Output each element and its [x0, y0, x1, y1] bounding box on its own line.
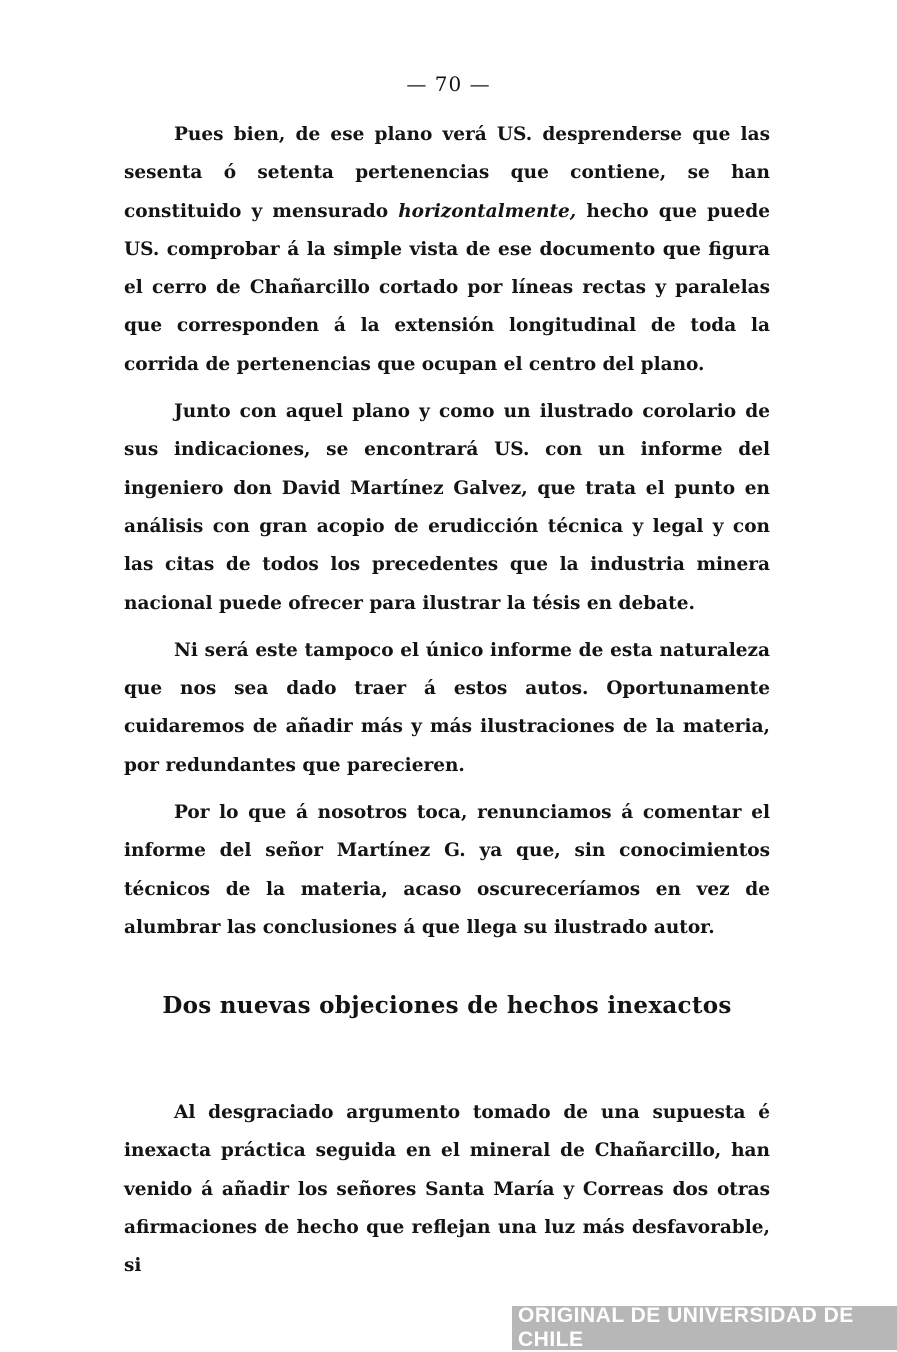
- paragraph-4: Por lo que á nosotros toca, renunciamos á comentar el informe del señor Martínez G. ya que, sin conocimientos técnicos de la materia, acaso oscureceríamos en vez de alumbrar las conclusiones á que llega su ilustrado autor.: [124, 802, 770, 938]
- paragraph-3: Ni será este tampoco el único informe de esta naturaleza que nos sea dado traer á estos autos. Oportunamente cuidaremos de añadir más y más ilustraciones de la materia, por redundantes que parecieren.: [124, 639, 770, 776]
- section-body: [124, 1094, 770, 1294]
- paragraph-1-italic: horizontalmente,: [398, 200, 577, 222]
- page-number: — 70 —: [406, 72, 491, 96]
- section-title: Dos nuevas objeciones de hechos inexactos: [162, 992, 732, 1019]
- paragraph-1: [124, 116, 770, 384]
- section-paragraph-1: Al desgraciado argumento tomado de una supuesta é inexacta práctica seguida en el mineral de Chañarcillo, han venido á añadir los señores Santa María y Correas dos otras afirmaciones de hecho que reflejan una luz más desfavorable, si: [124, 1102, 770, 1277]
- paragraph-1-text-end: hecho que puede US. comprobar á la simple vista de ese documento que figura el cerro de Chañarcillo cortado por líneas rectas y paralelas que corresponden á la extensión longitudinal de toda la corrida de pertenencias que ocupan el centro del plano.: [124, 200, 770, 375]
- watermark-banner: ORIGINAL DE UNIVERSIDAD DE CHILE: [512, 1306, 897, 1350]
- paragraph-2: Junto con aquel plano y como un ilustrado corolario de sus indicaciones, se encontrará US. con un informe del ingeniero don David Martínez Galvez, que trata el punto en análisis con gran acopio de erudicción técnica y legal y con las citas de todos los precedentes que la industria minera nacional puede ofrecer para ilustrar la tésis en debate.: [124, 401, 770, 614]
- body-text: [124, 116, 770, 956]
- paragraph-1-text-start: Pues bien, de ese plano verá US. desprenderse que las sesenta ó setenta pertenencias que contiene, se han constituido y mensurado: [124, 124, 770, 222]
